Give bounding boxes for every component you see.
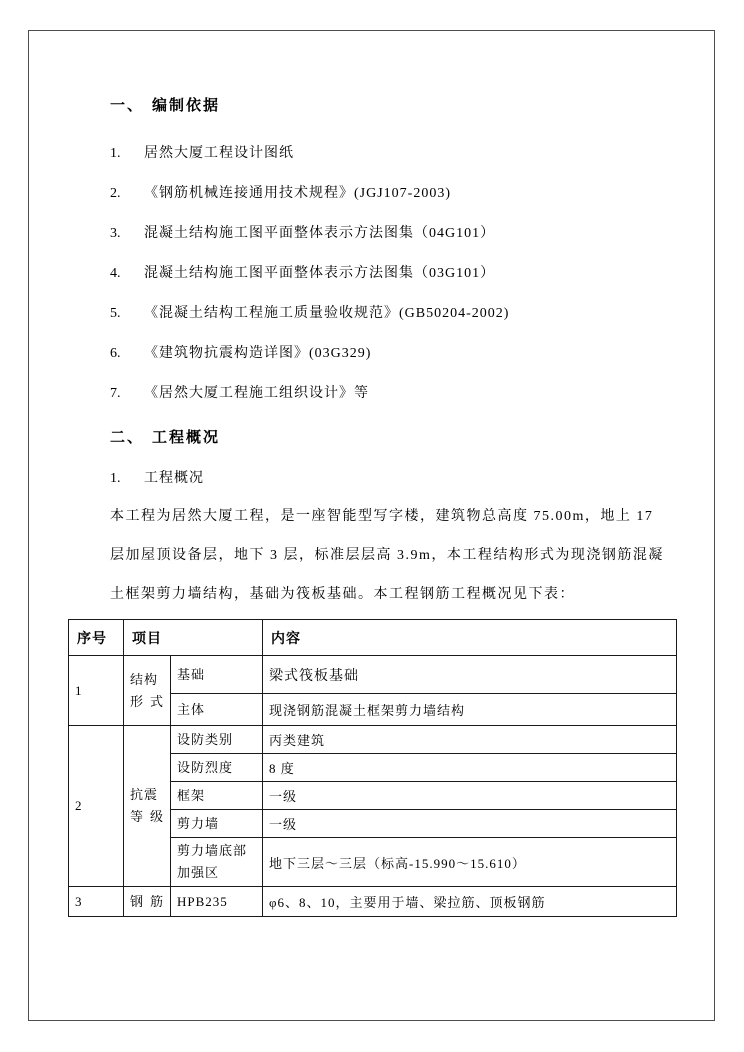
reference-item-5 [110, 294, 676, 334]
section-1-number: 一、 [110, 98, 145, 114]
cell-item-strengthened-zone: 剪力墙底部加强区 [171, 838, 263, 887]
cell-item-intensity: 设防烈度 [171, 754, 263, 782]
cell-item-hpb235: HPB235 [171, 887, 263, 917]
reference-number: 5. [110, 306, 121, 321]
reference-text: 混凝土结构施工图平面整体表示方法图集（03G101） [144, 266, 496, 281]
paragraph-line: 土框架剪力墙结构，基础为筏板基础。本工程钢筋工程概况见下表： [110, 587, 575, 602]
cell-content-shear-wall: 一级 [263, 810, 677, 838]
project-overview-paragraph [110, 497, 664, 614]
reference-item-3 [110, 214, 676, 254]
cell-content-hpb235: φ6、8、10，主要用于墙、梁拉筋、顶板钢筋 [263, 887, 677, 917]
header-seq: 序号 [69, 620, 124, 656]
section-1-heading [110, 98, 676, 114]
reference-number: 7. [110, 386, 121, 401]
table-row [69, 887, 677, 917]
reference-item-6 [110, 334, 676, 374]
cell-content-strengthened-zone: 地下三层～三层（标高-15.990～15.610） [263, 838, 677, 887]
reference-item-7 [110, 374, 676, 414]
cell-content-foundation: 梁式筏板基础 [263, 656, 677, 694]
header-content: 内容 [263, 620, 677, 656]
subsection-number: 1. [110, 471, 121, 486]
table-header-row [69, 620, 677, 656]
reference-text: 《混凝土结构工程施工质量验收规范》(GB50204-2002) [144, 306, 510, 321]
cell-content-main-body: 现浇钢筋混凝土框架剪力墙结构 [263, 694, 677, 726]
subsection-1-heading [110, 471, 676, 487]
reference-number: 6. [110, 346, 121, 361]
cell-content-fortification-class: 丙类建筑 [263, 726, 677, 754]
document-content [68, 98, 676, 917]
table-row [69, 656, 677, 694]
paragraph-line: 层加屋顶设备层，地下 3 层，标准层层高 3.9m，本工程结构形式为现浇钢筋混凝 [110, 548, 664, 563]
cell-category-seismic: 抗震等级 [124, 726, 171, 887]
section-1-title: 编制依据 [152, 98, 221, 114]
cell-seq-1: 1 [69, 656, 124, 726]
cell-item-shear-wall: 剪力墙 [171, 810, 263, 838]
cell-category-structure: 结构形式 [124, 656, 171, 726]
reference-text: 居然大厦工程设计图纸 [144, 146, 294, 161]
cell-item-main-body: 主体 [171, 694, 263, 726]
cell-category-rebar: 钢筋 [124, 887, 171, 917]
reference-item-4 [110, 254, 676, 294]
paragraph-line: 本工程为居然大厦工程，是一座智能型写字楼，建筑物总高度 75.00m，地上 17 [110, 509, 654, 524]
cell-content-intensity: 8 度 [263, 754, 677, 782]
header-item: 项目 [124, 620, 263, 656]
cell-item-foundation: 基础 [171, 656, 263, 694]
cell-item-frame: 框架 [171, 782, 263, 810]
cell-seq-3: 3 [69, 887, 124, 917]
subsection-title: 工程概况 [144, 471, 204, 486]
reference-number: 1. [110, 146, 121, 161]
section-2-heading [110, 430, 676, 446]
reference-number: 4. [110, 266, 121, 281]
reference-number: 3. [110, 226, 121, 241]
reference-item-1 [110, 134, 676, 174]
reference-number: 2. [110, 186, 121, 201]
table-row [69, 726, 677, 754]
reference-text: 《钢筋机械连接通用技术规程》(JGJ107-2003) [144, 186, 451, 201]
cell-content-frame: 一级 [263, 782, 677, 810]
reference-item-2 [110, 174, 676, 214]
reference-text: 《居然大厦工程施工组织设计》等 [144, 386, 369, 401]
section-2-number: 二、 [110, 430, 145, 446]
cell-seq-2: 2 [69, 726, 124, 887]
rebar-overview-table [68, 619, 677, 917]
reference-text: 混凝土结构施工图平面整体表示方法图集（04G101） [144, 226, 496, 241]
cell-item-fortification-class: 设防类别 [171, 726, 263, 754]
section-2-title: 工程概况 [152, 430, 221, 446]
reference-text: 《建筑物抗震构造详图》(03G329) [144, 346, 372, 361]
